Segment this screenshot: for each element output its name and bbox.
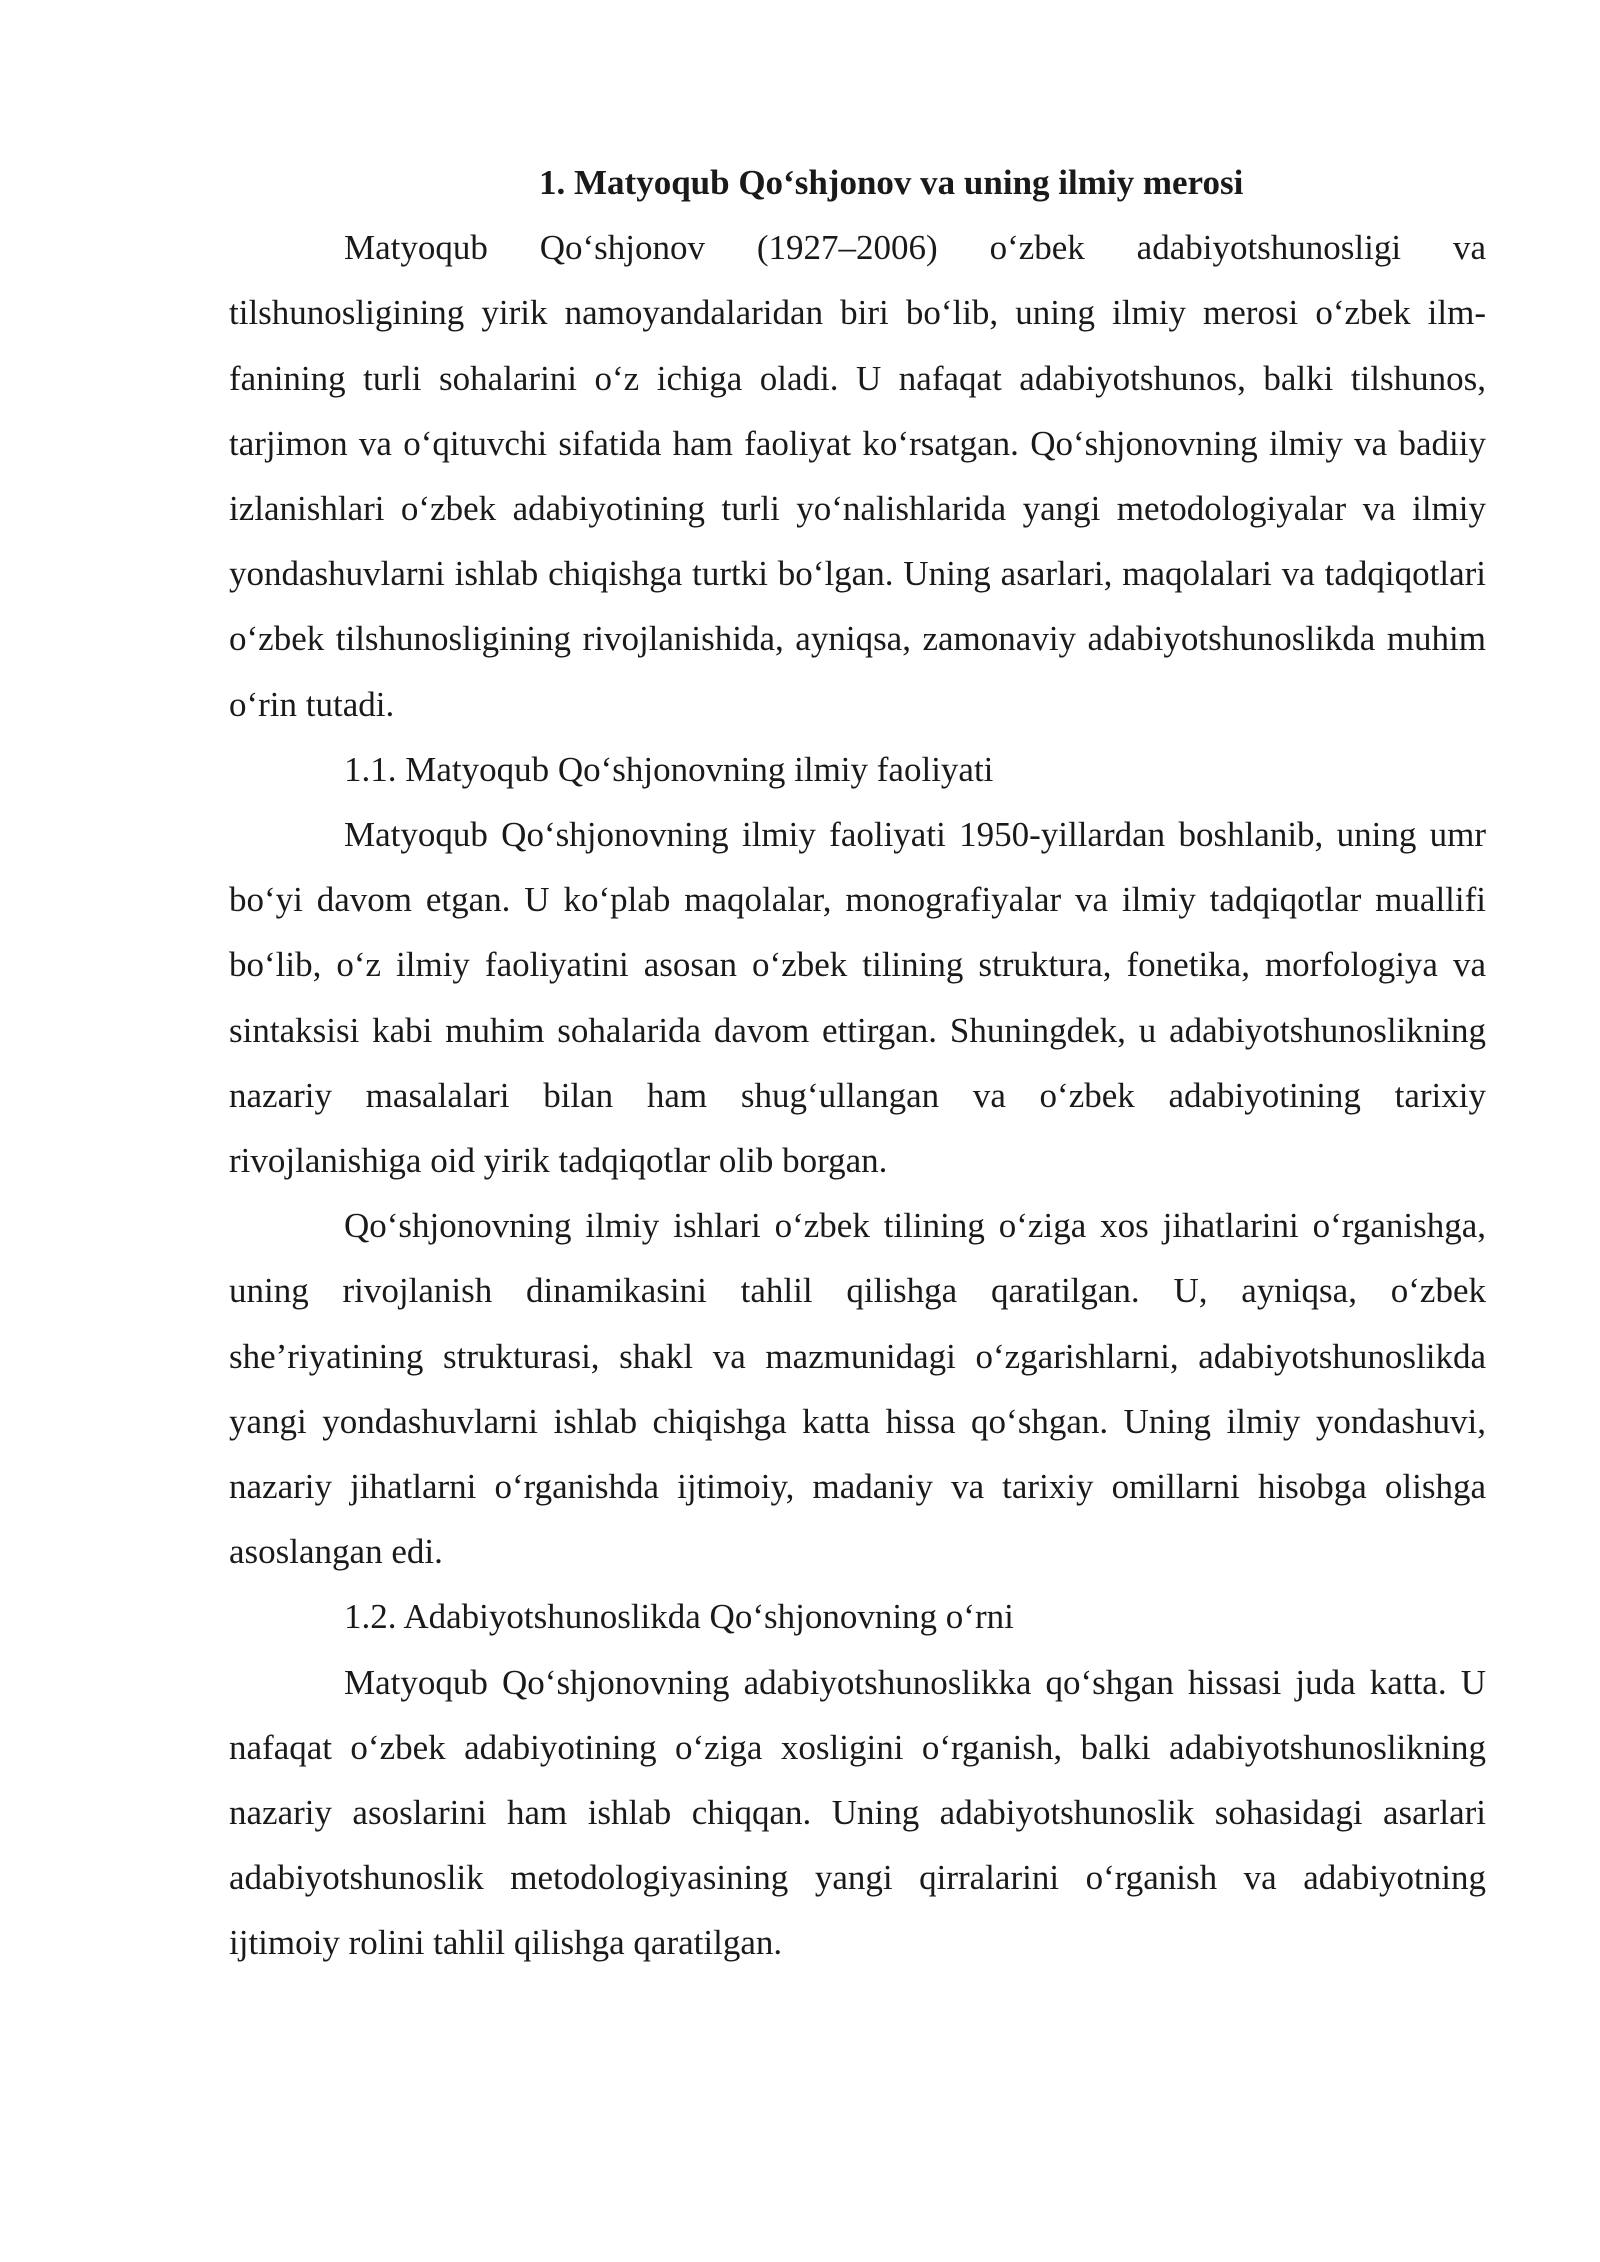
document-page bbox=[229, 150, 1486, 1976]
page-title: 1. Matyoqub Qo‘shjonov va uning ilmiy merosi bbox=[539, 163, 1244, 202]
section-paragraph: Qo‘shjonovning ilmiy ishlari o‘zbek tilining o‘ziga xos jihatlarini o‘rganishga, uning rivojlanish dinamikasini tahlil qilishga qaratilgan. U, ayniqsa, o‘zbek she’riyatining strukturasi, shakl va mazmunidagi o‘zgarishlarni, adabiyotshunoslikda yangi yondashuvlarni ishlab chiqishga katta hissa qo‘shgan. Uning ilmiy yondashuvi, nazariy jihatlarni o‘rganishda ijtimoiy, madaniy va tarixiy omillarni hisobga olishga asoslangan edi. bbox=[229, 1206, 1486, 1572]
section-paragraph: Matyoqub Qo‘shjonovning ilmiy faoliyati 1950-yillardan boshlanib, uning umr bo‘yi davom etgan. U ko‘plab maqolalar, monografiyalar va ilmiy tadqiqotlar muallifi bo‘lib, o‘z ilmiy faoliyatini asosan o‘zbek tilining struktura, fonetika, morfologiya va sintaksisi kabi muhim sohalarida davom ettirgan. Shuningdek, u adabiyotshunoslikning nazariy masalalari bilan ham shug‘ullangan va o‘zbek adabiyotining tarixiy rivojlanishiga oid yirik tadqiqotlar olib borgan. bbox=[229, 815, 1486, 1181]
section-heading: 1.1. Matyoqub Qo‘shjonovning ilmiy faoliyati bbox=[344, 749, 994, 789]
section-paragraph: Matyoqub Qo‘shjonovning adabiyotshunoslikka qo‘shgan hissasi juda katta. U nafaqat o‘zbek adabiyotining o‘ziga xosligini o‘rganish, balki adabiyotshunoslikning nazariy asoslarini ham ishlab chiqqan. Uning adabiyotshunoslik sohasidagi asarlari adabiyotshunoslik metodologiyasining yangi qirralarini o‘rganish va adabiyotning ijtimoiy rolini tahlil qilishga qaratilgan. bbox=[229, 1662, 1486, 1963]
intro-paragraph: Matyoqub Qo‘shjonov (1927–2006) o‘zbek adabiyotshunosligi va tilshunosligining yirik namoyandalaridan biri bo‘lib, uning ilmiy merosi o‘zbek ilm-fanining turli sohalarini o‘z ichiga oladi. U nafaqat adabiyotshunos, balki tilshunos, tarjimon va o‘qituvchi sifatida ham faoliyat ko‘rsatgan. Qo‘shjonovning ilmiy va badiiy izlanishlari o‘zbek adabiyotining turli yo‘nalishlarida yangi metodologiyalar va ilmiy yondashuvlarni ishlab chiqishga turtki bo‘lgan. Uning asarlari, maqolalari va tadqiqotlari o‘zbek tilshunosligining rivojlanishida, ayniqsa, zamonaviy adabiyotshunoslikda muhim o‘rin tutadi. bbox=[229, 228, 1486, 724]
section-heading: 1.2. Adabiyotshunoslikda Qo‘shjonovning o‘rni bbox=[344, 1597, 1014, 1637]
